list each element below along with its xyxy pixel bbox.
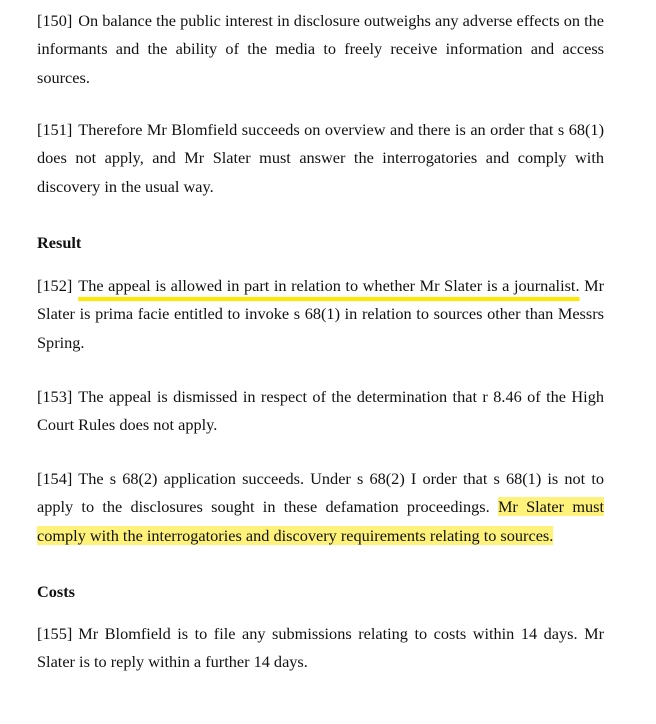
paragraph-153 <box>37 383 604 440</box>
paragraph-number: [150] <box>37 11 73 30</box>
paragraph-number: [152] <box>37 276 73 295</box>
paragraph-text: Therefore Mr Blomfield succeeds on overview and there is an order that s 68(1) does not apply, and Mr Slater must answer the interrogatories and comply with discovery in the usual way. <box>37 120 604 196</box>
paragraph-150 <box>37 7 604 92</box>
highlighted-text: Mr Slater must comply with the interrogatories and discovery requirements relating to sources. <box>37 497 604 545</box>
underlined-text: The appeal is allowed in part in relation to whether Mr Slater is a journalist. <box>78 276 580 295</box>
paragraph-number: [154] <box>37 469 73 488</box>
paragraph-number: [153] <box>37 387 73 406</box>
paragraph-number: [155] <box>37 624 73 643</box>
paragraph-number: [151] <box>37 120 73 139</box>
section-heading-costs: Costs <box>37 582 75 601</box>
paragraph-text: The appeal is dismissed in respect of the determination that r 8.46 of the High Court Rules does not apply. <box>37 387 604 435</box>
paragraph-text: Mr Blomfield is to file any submissions relating to costs within 14 days. Mr Slater is to reply within a further 14 days. <box>37 624 604 672</box>
paragraph-151 <box>37 116 604 201</box>
paragraph-text: On balance the public interest in disclosure outweighs any adverse effects on the informants and the ability of the media to freely receive information and access sources. <box>37 11 604 87</box>
paragraph-152 <box>37 272 604 357</box>
section-heading-result: Result <box>37 233 82 252</box>
paragraph-154 <box>37 465 604 550</box>
paragraph-text: The s 68(2) application succeeds. Under s 68(2) I order that s 68(1) is not to apply to the disclosures sought in these defamation proceedings. <box>37 469 604 517</box>
paragraph-text: Mr Slater is prima facie entitled to invoke s 68(1) in relation to sources other than Messrs Spring. <box>37 276 605 352</box>
paragraph-155 <box>37 620 604 677</box>
